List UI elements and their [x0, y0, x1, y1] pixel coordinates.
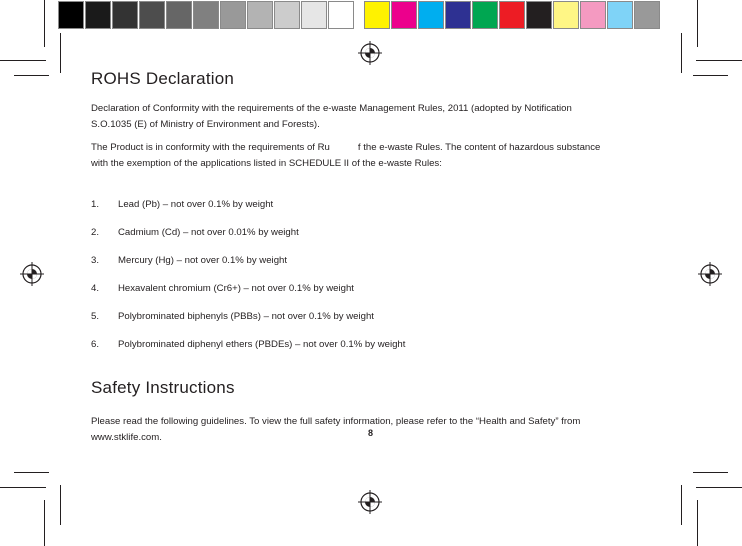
crop-mark	[60, 485, 61, 525]
crop-mark	[696, 60, 742, 61]
color-swatch	[364, 1, 390, 29]
color-swatches	[364, 1, 661, 29]
conformity-statement	[91, 140, 600, 172]
color-swatch	[85, 1, 111, 29]
color-swatch	[472, 1, 498, 29]
color-swatch	[274, 1, 300, 29]
list-item-number: 1.	[91, 199, 100, 210]
list-item-text: Polybrominated diphenyl ethers (PBDEs) – not over 0.1% by weight	[118, 339, 406, 350]
color-swatch	[445, 1, 471, 29]
crop-mark	[60, 33, 61, 73]
color-swatch	[220, 1, 246, 29]
list-item-text: Polybrominated biphenyls (PBBs) – not over 0.1% by weight	[118, 311, 374, 322]
page-number: 8	[368, 428, 374, 438]
rohs-heading: ROHS Declaration	[91, 69, 235, 88]
color-bar	[58, 1, 661, 29]
color-swatch	[553, 1, 579, 29]
list-item-text: Lead (Pb) – not over 0.1% by weight	[118, 199, 274, 210]
color-swatch	[328, 1, 354, 29]
crop-mark	[693, 472, 728, 473]
color-swatch	[634, 1, 660, 29]
color-swatch	[301, 1, 327, 29]
list-item-number: 6.	[91, 339, 100, 350]
crop-mark	[697, 500, 698, 546]
registration-mark-icon	[358, 490, 382, 514]
color-swatch	[112, 1, 138, 29]
color-swatch	[580, 1, 606, 29]
list-item	[91, 199, 273, 210]
color-swatch	[607, 1, 633, 29]
safety-heading: Safety Instructions	[91, 378, 235, 397]
conformity-text: The Product is in conformity with the requirements of R	[91, 142, 325, 153]
color-swatch	[166, 1, 192, 29]
list-item-number: 2.	[91, 227, 100, 238]
list-item-number: 4.	[91, 283, 100, 294]
safety-text	[91, 414, 580, 446]
crop-mark	[693, 75, 728, 76]
color-swatch	[499, 1, 525, 29]
grayscale-swatches	[58, 1, 355, 29]
list-item-text: Cadmium (Cd) – not over 0.01% by weight	[118, 227, 299, 238]
color-swatch	[247, 1, 273, 29]
list-item	[91, 255, 287, 266]
color-swatch	[139, 1, 165, 29]
color-swatch	[418, 1, 444, 29]
list-item	[91, 283, 354, 294]
crop-mark	[697, 0, 698, 47]
list-item	[91, 227, 299, 238]
registration-mark-icon	[20, 262, 44, 286]
conformity-text: f the e-waste Rules. The content of hazardous substance	[357, 142, 601, 153]
crop-mark	[14, 472, 49, 473]
conformity-line: with the exemption of the applications listed in SCHEDULE II of the e-waste Rules:	[91, 158, 442, 169]
safety-line: Please read the following guidelines. To view the full safety information, please refer to the “Health and Safety” from	[91, 416, 581, 427]
list-item	[91, 339, 405, 350]
crop-mark	[681, 485, 682, 525]
rohs-intro	[91, 101, 572, 133]
list-item-number: 3.	[91, 255, 100, 266]
color-swatch	[58, 1, 84, 29]
list-item	[91, 311, 374, 322]
crop-mark	[696, 487, 742, 488]
crop-mark	[44, 0, 45, 47]
crop-mark	[0, 60, 46, 61]
registration-mark-icon	[358, 41, 382, 65]
list-item-text: Mercury (Hg) – not over 0.1% by weight	[118, 255, 288, 266]
color-swatch	[391, 1, 417, 29]
rohs-intro-line: S.O.1035 (E) of Ministry of Environment and Forests).	[91, 119, 320, 130]
list-item-number: 5.	[91, 311, 100, 322]
registration-mark-icon	[698, 262, 722, 286]
crop-mark	[14, 75, 49, 76]
crop-mark	[681, 33, 682, 73]
safety-line: www.stklife.com.	[91, 432, 162, 443]
list-item-text: Hexavalent chromium (Cr6+) – not over 0.1% by weight	[118, 283, 354, 294]
color-swatch	[526, 1, 552, 29]
color-swatch	[193, 1, 219, 29]
conformity-line	[91, 140, 600, 156]
conformity-cut-text: u	[324, 142, 330, 153]
crop-mark	[0, 487, 46, 488]
crop-mark	[44, 500, 45, 546]
rohs-intro-line: Declaration of Conformity with the requirements of the e-waste Management Rules, 2011 (adopted by Notification	[91, 103, 572, 114]
